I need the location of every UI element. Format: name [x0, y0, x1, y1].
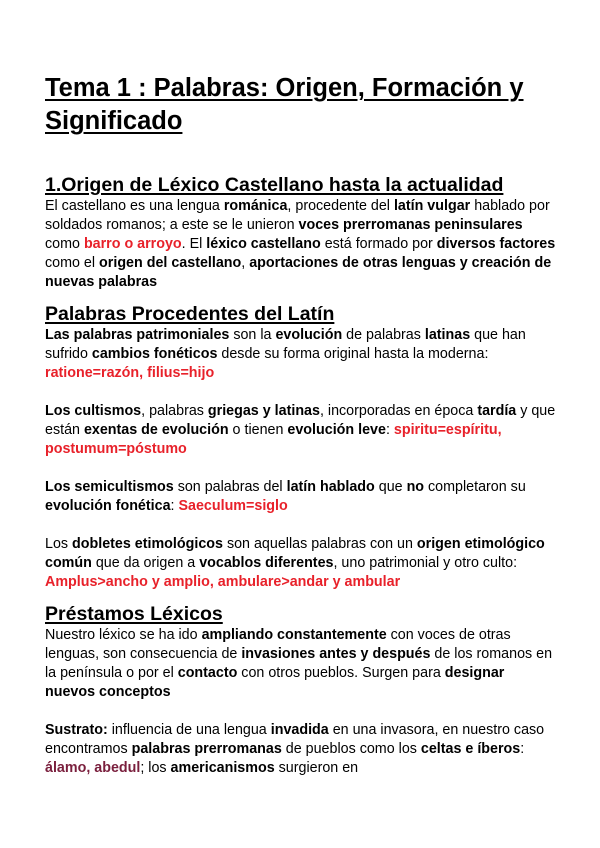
body-text: de palabras — [342, 327, 425, 343]
bold-text: americanismos — [170, 760, 275, 776]
bold-text: designar nuevos conceptos — [45, 665, 505, 700]
bold-text: evolución fonética — [45, 498, 171, 514]
body-text: como el — [45, 255, 100, 271]
bold-text: contacto — [177, 665, 238, 681]
bold-text: léxico castellano — [206, 236, 321, 252]
body-text: ; los — [140, 760, 171, 776]
bold-text: Las palabras patrimoniales — [45, 327, 230, 343]
body-text: , palabras — [141, 403, 208, 419]
section-heading-prestamos: Préstamos Léxicos — [45, 603, 223, 625]
body-text: de pueblos como los — [281, 741, 421, 757]
paragraph — [45, 197, 556, 292]
body-text: surgieron en — [274, 760, 359, 776]
bold-text: dobletes etimológicos — [72, 536, 223, 552]
bold-text: Los cultismos — [45, 403, 142, 419]
example-text: Amplus>ancho y amplio, ambulare>andar y ambular — [45, 574, 401, 590]
body-text: con voces de otras lenguas, son consecuencia de — [45, 627, 511, 662]
paragraph — [45, 478, 556, 516]
bold-text: latín vulgar — [393, 198, 471, 214]
bold-text: latinas — [424, 327, 471, 343]
body-text: Nuestro léxico se ha ido — [45, 627, 202, 643]
body-text: de los romanos en la península o por el — [45, 646, 553, 681]
body-text: en una invasora, en nuestro caso encontramos — [45, 722, 545, 757]
section-heading-origen: 1.Origen de Léxico Castellano hasta la actualidad — [45, 174, 504, 196]
bold-text: griegas y latinas — [207, 403, 320, 419]
bold-text: diversos factores — [436, 236, 556, 252]
body-text: influencia de una lengua — [107, 722, 271, 738]
body-text: son palabras del — [173, 479, 287, 495]
body-text: Los — [45, 536, 73, 552]
body-text: : — [170, 498, 179, 514]
page-title: Tema 1 : Palabras: Origen, Formación y Significado — [45, 74, 524, 135]
bold-text: invadida — [270, 722, 329, 738]
paragraph — [45, 535, 556, 592]
body-text: . El — [181, 236, 207, 252]
body-text: , — [241, 255, 250, 271]
example-text: ratione=razón, filius=hijo — [45, 365, 215, 381]
body-text: que — [374, 479, 407, 495]
section-heading-latin: Palabras Procedentes del Latín — [45, 303, 335, 325]
body-text: son aquellas palabras con un — [222, 536, 417, 552]
bold-text: tardía — [477, 403, 517, 419]
body-text: son la — [229, 327, 276, 343]
body-text: está formado por — [320, 236, 437, 252]
body-text: como — [45, 236, 84, 252]
example-text: Saeculum=siglo — [178, 498, 288, 514]
bold-text: evolución — [275, 327, 343, 343]
example-text: spiritu=espíritu, postumum=póstumo — [45, 422, 502, 457]
bold-text: románica — [223, 198, 288, 214]
body-text: : — [520, 741, 525, 757]
body-text: : — [385, 422, 394, 438]
bold-text: origen etimológico común — [45, 536, 545, 571]
body-text: que da origen a — [91, 555, 200, 571]
section-body-latin — [45, 326, 556, 592]
bold-text: palabras prerromanas — [131, 741, 282, 757]
paragraph — [45, 626, 556, 702]
bold-text: Los semicultismos — [45, 479, 174, 495]
body-text: , uno patrimonial y otro culto: — [333, 555, 518, 571]
paragraph — [45, 326, 556, 383]
bold-text: origen del castellano — [99, 255, 242, 271]
body-text: o tienen — [228, 422, 288, 438]
paragraph — [45, 402, 556, 459]
section-body-origen — [45, 197, 556, 292]
bold-text: evolución leve — [287, 422, 386, 438]
section-body-prestamos — [45, 626, 556, 778]
bold-text: ampliando constantemente — [201, 627, 387, 643]
body-text: hablado por soldados romanos; a este se le unieron — [45, 198, 550, 233]
body-text: El castellano es una lengua — [45, 198, 224, 214]
bold-text: voces prerromanas peninsulares — [298, 217, 523, 233]
bold-text: no — [406, 479, 425, 495]
body-text: con otros pueblos. Surgen para — [237, 665, 445, 681]
bold-text: invasiones antes y después — [241, 646, 431, 662]
bold-text: celtas e íberos — [420, 741, 521, 757]
body-text: completaron su — [424, 479, 526, 495]
body-text: desde su forma original hasta la moderna: — [217, 346, 489, 362]
paragraph — [45, 721, 556, 778]
example-text: álamo, abedul — [45, 760, 141, 776]
body-text: y que están — [45, 403, 556, 438]
bold-text: vocablos diferentes — [199, 555, 334, 571]
bold-text: aportaciones de otras lenguas y creación de nuevas palabras — [45, 255, 552, 290]
example-text: barro o arroyo — [83, 236, 182, 252]
body-text: , procedente del — [287, 198, 394, 214]
body-text: que han sufrido — [45, 327, 526, 362]
bold-text: Sustrato: — [45, 722, 108, 738]
body-text: , incorporadas en época — [319, 403, 478, 419]
bold-text: exentas de evolución — [83, 422, 229, 438]
bold-text: latín hablado — [286, 479, 375, 495]
bold-text: cambios fonéticos — [91, 346, 218, 362]
